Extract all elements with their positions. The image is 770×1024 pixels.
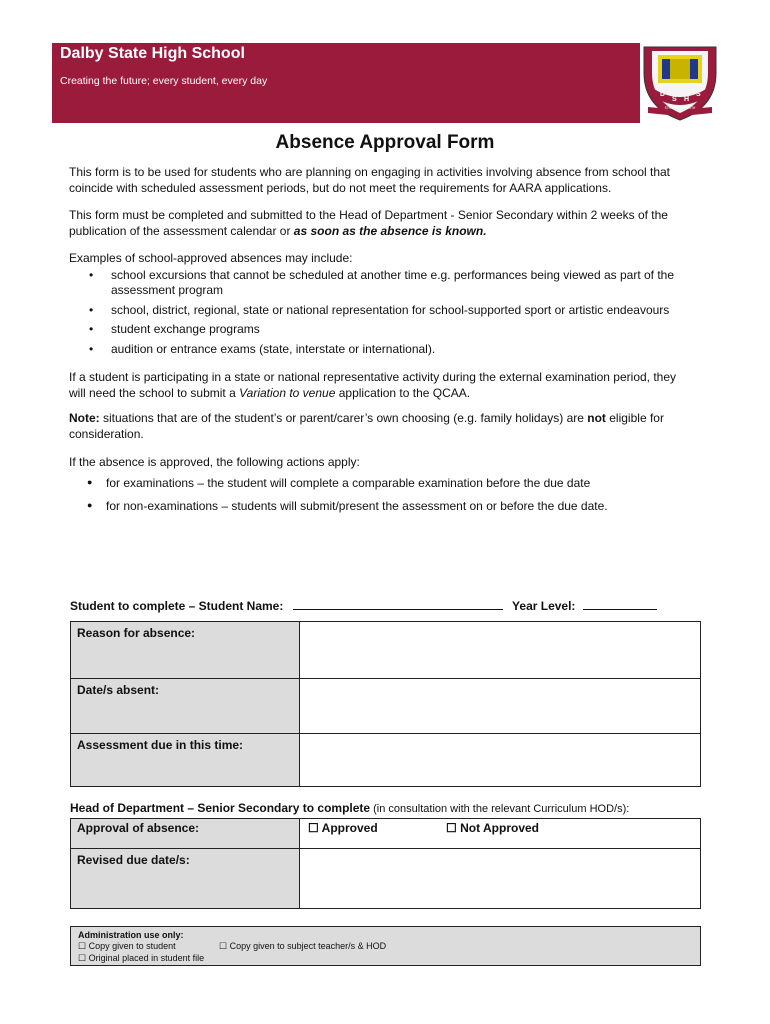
submission-text: This form must be completed and submitted to the Head of Department - Senior Secondary within 2 weeks of the publication of the assessment calendar or [69,208,668,238]
table-row [71,622,701,679]
approval-options [300,819,701,849]
copy-teacher-checkbox[interactable]: ☐ Copy given to subject teacher/s & HOD [219,941,387,951]
original-file-checkbox[interactable]: ☐ Original placed in student file [78,953,205,963]
actions-list [69,476,689,515]
checkbox-icon: ☐ [219,941,228,951]
note-label: Note: [69,411,100,425]
crest-letter-3: H [684,96,690,103]
checkbox-icon: ☐ [78,941,87,951]
approved-checkbox[interactable]: ☐ Approved [308,821,378,835]
bullet-icon: • [89,322,94,336]
revised-due-label: Revised due date/s: [71,849,300,909]
submission-paragraph [69,208,689,239]
crest-letter-2: S [672,96,677,103]
bullet-icon: • [89,267,94,282]
intro-paragraph: This form is to be used for students who are planning on engaging in activities involving absence from school that coincide with scheduled assessment periods, but do not meet the requirements for AARA applications. [69,165,671,195]
admin-box [70,926,701,966]
bullet-icon: ● [87,500,93,510]
school-name: Dalby State High School [60,45,245,62]
crest-year: 1954 [675,114,685,119]
checkbox-icon: ☐ [308,821,319,835]
list-item: ● for non-examinations – students will submit/present the assessment on or before the due date. [87,499,608,513]
submission-emphasis: as soon as the absence is known. [293,223,487,238]
student-name-row [70,599,700,613]
crest-motto: STRIVE FOR TRUTH [664,106,696,110]
not-approved-checkbox[interactable]: ☐ Not Approved [446,821,539,835]
bullet-icon: • [89,302,94,317]
representation-paragraph: If a student is participating in a state or national representative activity during the external examination period, they will need the school to submit a Variation to venue application to the QCAA. [69,370,677,400]
checkbox-icon: ☐ [446,821,457,835]
table-row [71,734,701,787]
list-item: • student exchange programs [89,322,260,336]
student-name-field[interactable] [293,599,503,610]
list-item: • audition or entrance exams (state, interstate or international). [89,341,436,356]
crest-letter-4: S [696,91,701,98]
bullet-icon: ● [87,476,93,487]
assessment-due-field[interactable] [300,734,701,787]
year-level-label: Year Level: [512,599,576,613]
approval-label: Approval of absence: [71,819,300,849]
note-paragraph: Note: situations that are of the student’s or parent/carer’s own choosing (e.g. family holidays) are not eligible for consideration. [69,411,664,441]
variation-to-venue: Variation to venue [239,385,336,400]
list-item: • school excursions that cannot be scheduled at another time e.g. performances being viewed as part of the assessment program [89,267,675,297]
actions-heading: If the absence is approved, the following actions apply: [69,455,360,469]
table-row [71,819,701,849]
hod-heading-text: Head of Department – Senior Secondary to complete [70,801,371,815]
table-row [71,679,701,734]
dates-absent-field[interactable] [300,679,701,734]
dates-absent-label: Date/s absent: [71,679,300,734]
list-item: • school, district, regional, state or national representation for school-supported sport or artistic endeavours [89,302,670,317]
hod-table [70,818,701,909]
table-row [71,849,701,909]
hod-subheading: (in consultation with the relevant Curriculum HOD/s): [370,803,630,815]
student-name-label: Student to complete – Student Name: [70,599,284,613]
header-banner [52,43,640,123]
school-crest [640,43,720,123]
reason-label: Reason for absence: [71,622,300,679]
examples-heading: Examples of school-approved absences may include: [69,251,353,265]
school-tagline: Creating the future; every student, every day [60,75,268,87]
crest-icon [640,43,720,123]
bullet-icon: • [89,341,94,356]
reason-field[interactable] [300,622,701,679]
copy-student-checkbox[interactable]: ☐ Copy given to student [78,941,176,951]
year-level-field[interactable] [583,599,657,610]
admin-heading: Administration use only: [78,930,184,940]
form-title: Absence Approval Form [275,132,495,153]
form-body [69,165,689,523]
assessment-due-label: Assessment due in this time: [71,734,300,787]
student-table [70,621,701,787]
examples-list [69,268,689,358]
hod-heading [70,801,629,815]
crest-letter-1: D [660,91,666,98]
revised-due-field[interactable] [300,849,701,909]
list-item: ● for examinations – the student will complete a comparable examination before the due date [87,475,591,490]
checkbox-icon: ☐ [78,953,87,963]
